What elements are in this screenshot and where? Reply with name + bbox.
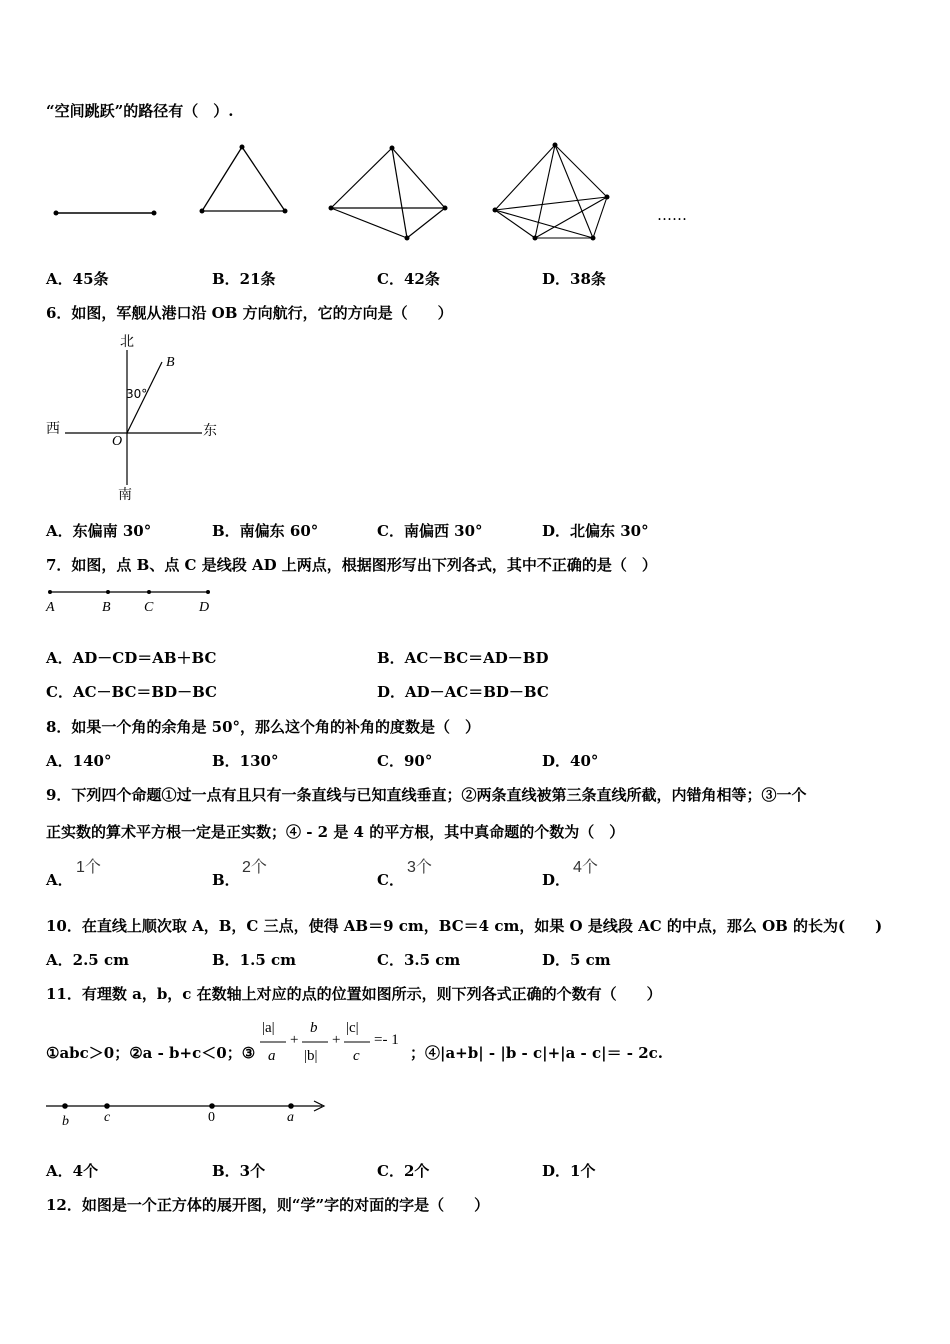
q10-option-d[interactable]: D．5 cm xyxy=(542,951,611,969)
q7-segment-figure xyxy=(46,586,216,598)
q11-frac2-denominator: |b| xyxy=(304,1048,318,1064)
q6-label-o: O xyxy=(112,434,123,449)
q5-ellipsis: …… xyxy=(657,206,687,224)
q10-option-b[interactable]: B．1.5 cm xyxy=(212,951,297,969)
q7-point-b: B xyxy=(102,600,111,615)
q10-option-a[interactable]: A．2.5 cm xyxy=(46,951,129,969)
q7-option-d[interactable]: D．AD－AC＝BD－BC xyxy=(377,683,549,701)
q9-stem-line2: 正实数的算术平方根一定是正实数；④ - 2 是 4 的平方根，其中真命题的个数为（ ） xyxy=(46,823,625,841)
q9-option-a[interactable]: A． xyxy=(46,871,73,889)
q6-option-a[interactable]: A．东偏南 30° xyxy=(46,522,152,540)
q6-label-east: 东 xyxy=(203,423,217,439)
q11-plus-2: + xyxy=(332,1032,341,1048)
q11-frac2-numerator: b xyxy=(310,1020,318,1036)
q11-axis-label-c: c xyxy=(104,1110,111,1125)
q11-option-a[interactable]: A．4个 xyxy=(46,1162,99,1180)
q6-option-d[interactable]: D．北偏东 30° xyxy=(542,522,649,540)
q10-stem: 10．在直线上顺次取 A，B，C 三点，使得 AB＝9 cm，BC＝4 cm，如果 O 是线段 AC 的中点，那么 OB 的长为( ) xyxy=(46,917,883,935)
q7-point-c: C xyxy=(144,600,154,615)
q5-option-c[interactable]: C．42条 xyxy=(377,270,440,288)
q11-frac2-bar xyxy=(302,1041,332,1043)
q10-option-c[interactable]: C．3.5 cm xyxy=(377,951,461,969)
q11-axis-label-0: 0 xyxy=(208,1110,215,1125)
q6-compass-figure xyxy=(60,340,220,503)
q8-option-d[interactable]: D．40° xyxy=(542,752,599,770)
q7-point-d: D xyxy=(199,600,210,615)
q5-option-b[interactable]: B．21条 xyxy=(212,270,276,288)
q8-stem: 8．如果一个角的余角是 50°，那么这个角的补角的度数是（ ） xyxy=(46,718,481,736)
q9-option-b-value: 2个 xyxy=(242,859,267,876)
q5-figure-quadrilateral xyxy=(322,140,452,245)
q6-option-c[interactable]: C．南偏西 30° xyxy=(377,522,483,540)
q12-stem: 12．如图是一个正方体的展开图，则“学”字的对面的字是（ ） xyxy=(46,1196,490,1214)
q11-equals-minus-one: =- 1 xyxy=(374,1032,399,1048)
q7-point-a: A xyxy=(46,600,55,615)
q11-axis-label-b: b xyxy=(62,1114,69,1129)
q6-label-south: 南 xyxy=(118,487,132,503)
q11-statements-part1: ①abc＞0；②a - b+c＜0；③ xyxy=(46,1044,256,1062)
q7-stem: 7．如图，点 B、点 C 是线段 AD 上两点，根据图形写出下列各式，其中不正确的是（ ） xyxy=(46,556,657,574)
q11-frac1-denominator: a xyxy=(268,1048,276,1064)
q7-option-a[interactable]: A．AD－CD＝AB＋BC xyxy=(46,649,217,667)
q11-axis-label-a: a xyxy=(287,1110,294,1125)
q11-stem: 11．有理数 a，b，c 在数轴上对应的点的位置如图所示，则下列各式正确的个数有（ ） xyxy=(46,985,662,1003)
q6-option-b[interactable]: B．南偏东 60° xyxy=(212,522,319,540)
q11-frac1-bar xyxy=(260,1041,290,1043)
q11-frac3-denominator: c xyxy=(353,1048,360,1064)
q8-option-c[interactable]: C．90° xyxy=(377,752,433,770)
q6-label-b: B xyxy=(166,355,175,370)
q5-figure-pentagon xyxy=(488,138,618,246)
q11-frac3-bar xyxy=(344,1041,374,1043)
q9-option-c[interactable]: C． xyxy=(377,871,404,889)
q6-angle-label: 30° xyxy=(126,387,148,401)
q5-figure-triangle xyxy=(195,140,295,220)
q6-label-north: 北 xyxy=(120,334,134,350)
q7-option-c[interactable]: C．AC－BC＝BD－BC xyxy=(46,683,217,701)
q6-stem: 6．如图，军舰从港口沿 OB 方向航行，它的方向是（ ） xyxy=(46,304,453,322)
q9-option-a-value: 1个 xyxy=(76,859,101,876)
q8-option-b[interactable]: B．130° xyxy=(212,752,279,770)
q5-intro: “空间跳跃”的路径有（ ）. xyxy=(46,102,234,120)
q9-option-d[interactable]: D． xyxy=(542,871,571,889)
q9-option-b[interactable]: B． xyxy=(212,871,240,889)
q11-frac3-numerator: |c| xyxy=(346,1020,359,1036)
q11-option-c[interactable]: C．2个 xyxy=(377,1162,430,1180)
q6-label-west: 西 xyxy=(46,421,60,437)
q5-figure-segment xyxy=(50,205,160,221)
q5-option-d[interactable]: D．38条 xyxy=(542,270,606,288)
q11-statements-part2: ；④|a+b| - |b - c|+|a - c|＝ - 2c. xyxy=(410,1044,664,1062)
q8-option-a[interactable]: A．140° xyxy=(46,752,112,770)
q9-option-d-value: 4个 xyxy=(573,859,598,876)
q11-option-b[interactable]: B．3个 xyxy=(212,1162,266,1180)
q11-option-d[interactable]: D．1个 xyxy=(542,1162,596,1180)
q5-option-a[interactable]: A．45条 xyxy=(46,270,109,288)
q9-stem-line1: 9．下列四个命题①过一点有且只有一条直线与已知直线垂直；②两条直线被第三条直线所截，内错角相等；③一个 xyxy=(46,786,807,804)
q11-frac1-numerator: |a| xyxy=(262,1020,275,1036)
q9-option-c-value: 3个 xyxy=(407,859,432,876)
q7-option-b[interactable]: B．AC－BC＝AD－BD xyxy=(377,649,549,667)
q11-plus-1: + xyxy=(290,1032,299,1048)
